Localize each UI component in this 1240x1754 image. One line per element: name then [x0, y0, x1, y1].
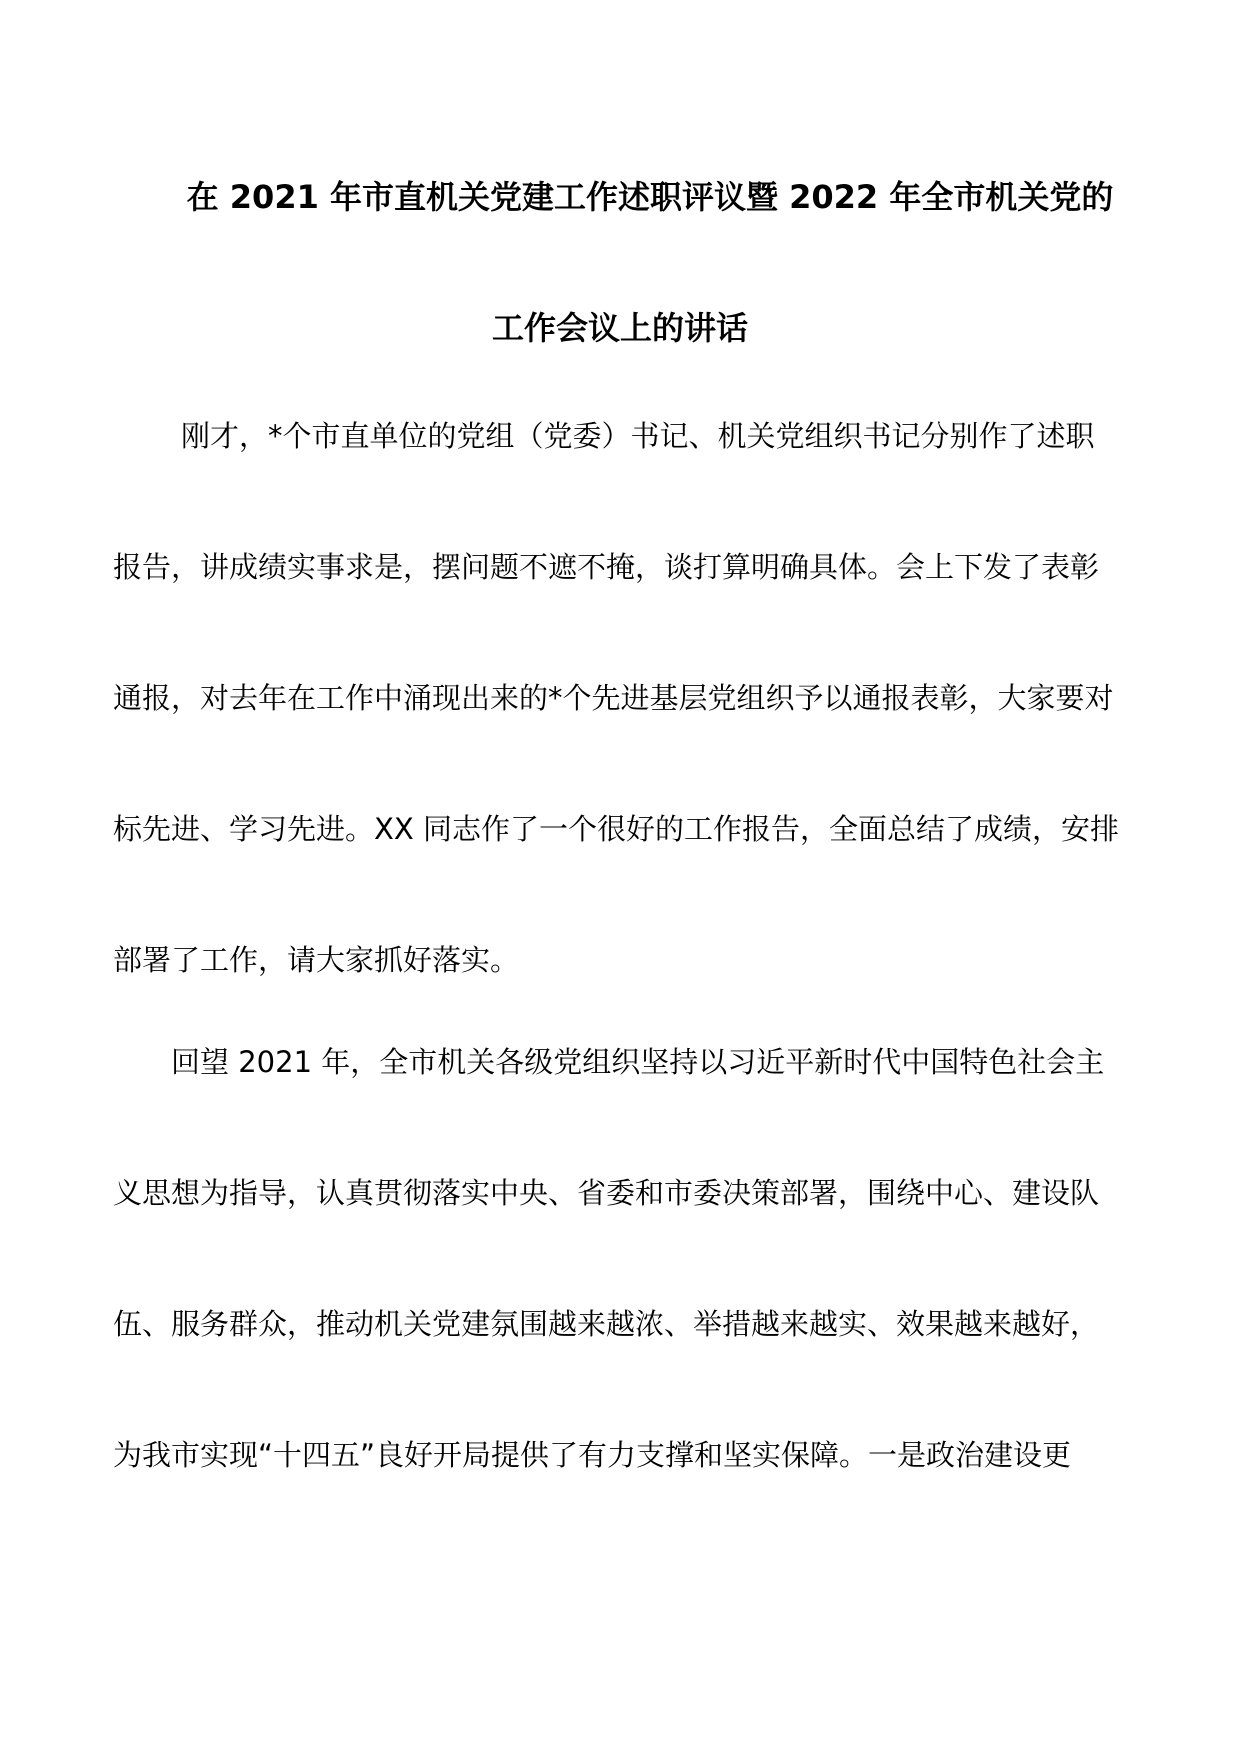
- paragraph-line: 回望 2021 年，全市机关各级党组织坚持以习近平新时代中国特色社会主: [171, 1045, 1105, 1079]
- paragraph-line: 部署了工作，请大家抓好落实。: [113, 943, 520, 977]
- paragraph-line: 刚才，*个市直单位的党组（党委）书记、机关党组织书记分别作了述职: [181, 419, 1095, 453]
- document-title-line-1: 在 2021 年市直机关党建工作述职评议暨 2022 年全市机关党的: [186, 178, 1114, 216]
- paragraph-line: 伍、服务群众，推动机关党建氛围越来越浓、举措越来越实、效果越来越好，: [113, 1307, 1100, 1341]
- paragraph-line: 通报，对去年在工作中涌现出来的*个先进基层党组织予以通报表彰，大家要对: [113, 681, 1114, 715]
- paragraph-line: 报告，讲成绩实事求是，摆问题不遮不掩，谈打算明确具体。会上下发了表彰: [113, 550, 1100, 584]
- paragraph-line: 为我市实现“十四五”良好开局提供了有力支撑和坚实保障。一是政治建设更: [113, 1438, 1072, 1472]
- document-title-line-2: 工作会议上的讲话: [491, 309, 748, 347]
- paragraph-line: 义思想为指导，认真贯彻落实中央、省委和市委决策部署，围绕中心、建设队: [113, 1176, 1100, 1210]
- paragraph-line: 标先进、学习先进。XX 同志作了一个很好的工作报告，全面总结了成绩，安排: [113, 812, 1119, 846]
